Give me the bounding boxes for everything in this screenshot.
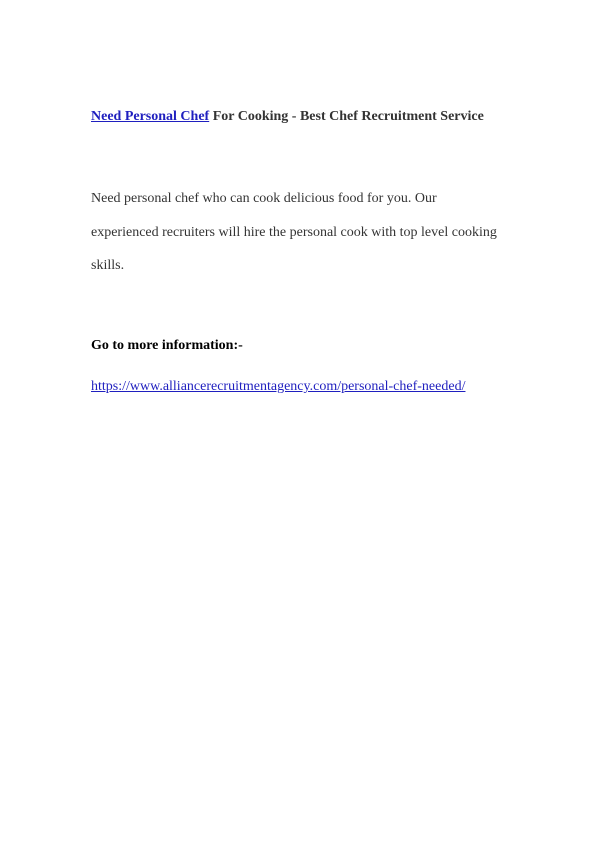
body-line-2: experienced recruiters will hire the personal cook with top level cooking [91, 224, 497, 240]
heading-link[interactable]: Need Personal Chef [91, 109, 210, 124]
body-paragraph [91, 188, 521, 289]
heading-text: For Cooking - Best Chef Recruitment Service [209, 109, 484, 124]
more-info-label: Go to more information:- [91, 338, 243, 353]
website-link[interactable]: https://www.alliancerecruitmentagency.com/personal-chef-needed/ [91, 379, 466, 394]
body-line-1: Need personal chef who can cook delicious food for you. Our [91, 191, 437, 206]
body-line-3: skills. [91, 258, 125, 273]
document-heading [91, 107, 484, 127]
